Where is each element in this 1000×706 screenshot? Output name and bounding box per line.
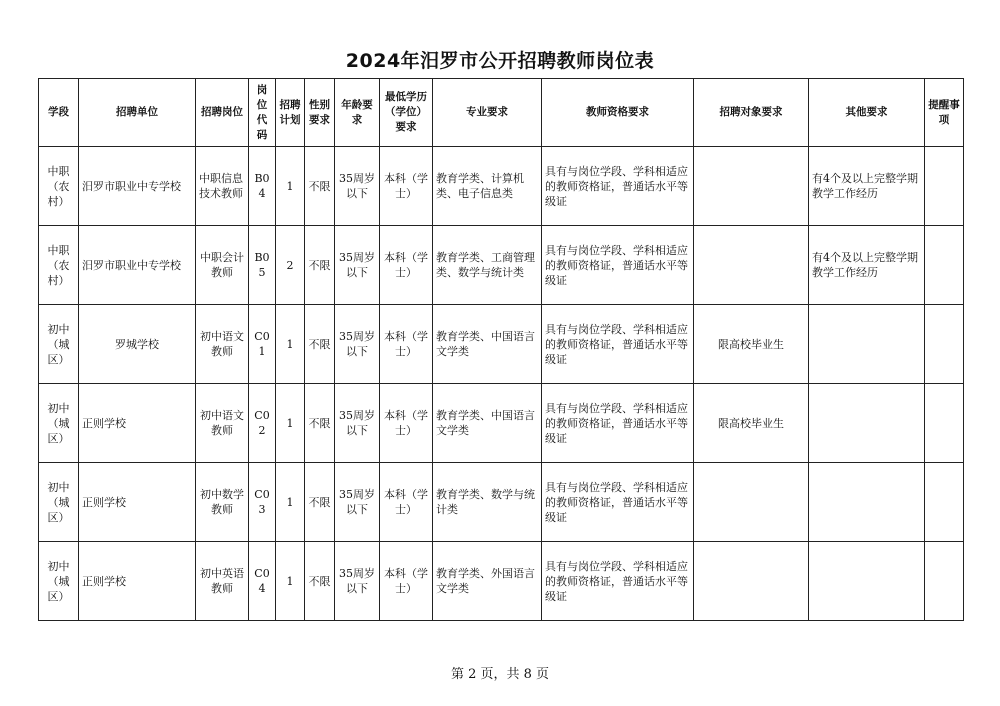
cell-gender: 不限 (305, 226, 335, 305)
cell-other (809, 463, 925, 542)
cell-age: 35周岁以下 (335, 305, 380, 384)
cell-education: 本科（学士） (380, 147, 433, 226)
cell-education: 本科（学士） (380, 226, 433, 305)
table-row (39, 147, 964, 226)
cell-plan: 1 (276, 384, 305, 463)
header-code: 岗位代码 (249, 79, 276, 147)
header-other: 其他要求 (809, 79, 925, 147)
header-unit: 招聘单位 (79, 79, 196, 147)
cell-qualification: 具有与岗位学段、学科相适应的教师资格证，普通话水平等级证 (542, 384, 694, 463)
table-row (39, 542, 964, 621)
cell-target (694, 463, 809, 542)
cell-stage: 初中（城区） (39, 463, 79, 542)
cell-age: 35周岁以下 (335, 226, 380, 305)
cell-stage: 中职（农村） (39, 226, 79, 305)
cell-other (809, 542, 925, 621)
cell-other (809, 305, 925, 384)
cell-major: 教育学类、计算机类、电子信息类 (433, 147, 542, 226)
cell-post: 初中语文教师 (196, 305, 249, 384)
cell-plan: 1 (276, 305, 305, 384)
header-education: 最低学历（学位）要求 (380, 79, 433, 147)
cell-unit: 罗城学校 (79, 305, 196, 384)
cell-code: C02 (249, 384, 276, 463)
cell-other: 有4个及以上完整学期教学工作经历 (809, 147, 925, 226)
cell-stage: 初中（城区） (39, 305, 79, 384)
cell-major: 教育学类、外国语言文学类 (433, 542, 542, 621)
header-stage: 学段 (39, 79, 79, 147)
cell-code: B04 (249, 147, 276, 226)
cell-age: 35周岁以下 (335, 463, 380, 542)
cell-target (694, 147, 809, 226)
header-major: 专业要求 (433, 79, 542, 147)
header-post: 招聘岗位 (196, 79, 249, 147)
cell-target: 限高校毕业生 (694, 384, 809, 463)
cell-target: 限高校毕业生 (694, 305, 809, 384)
table-row (39, 384, 964, 463)
cell-qualification: 具有与岗位学段、学科相适应的教师资格证，普通话水平等级证 (542, 542, 694, 621)
cell-education: 本科（学士） (380, 384, 433, 463)
table-row (39, 226, 964, 305)
cell-stage: 中职（农村） (39, 147, 79, 226)
cell-reminder (925, 463, 964, 542)
cell-gender: 不限 (305, 147, 335, 226)
page-title: 2024年汨罗市公开招聘教师岗位表 (345, 50, 655, 72)
cell-qualification: 具有与岗位学段、学科相适应的教师资格证，普通话水平等级证 (542, 226, 694, 305)
cell-code: C01 (249, 305, 276, 384)
cell-other (809, 384, 925, 463)
cell-code: B05 (249, 226, 276, 305)
cell-qualification: 具有与岗位学段、学科相适应的教师资格证，普通话水平等级证 (542, 305, 694, 384)
cell-gender: 不限 (305, 542, 335, 621)
cell-reminder (925, 542, 964, 621)
cell-unit: 汨罗市职业中专学校 (79, 226, 196, 305)
cell-unit: 汨罗市职业中专学校 (79, 147, 196, 226)
cell-post: 初中英语教师 (196, 542, 249, 621)
cell-stage: 初中（城区） (39, 384, 79, 463)
page-number: 第 2 页，共 8 页 (450, 667, 550, 682)
cell-target (694, 226, 809, 305)
cell-target (694, 542, 809, 621)
cell-other: 有4个及以上完整学期教学工作经历 (809, 226, 925, 305)
header-reminder: 提醒事项 (925, 79, 964, 147)
cell-major: 教育学类、中国语言文学类 (433, 384, 542, 463)
cell-reminder (925, 226, 964, 305)
cell-unit: 正则学校 (79, 463, 196, 542)
header-target: 招聘对象要求 (694, 79, 809, 147)
cell-code: C03 (249, 463, 276, 542)
cell-major: 教育学类、工商管理类、数学与统计类 (433, 226, 542, 305)
cell-plan: 2 (276, 226, 305, 305)
cell-plan: 1 (276, 147, 305, 226)
cell-unit: 正则学校 (79, 384, 196, 463)
cell-post: 中职会计教师 (196, 226, 249, 305)
cell-reminder (925, 384, 964, 463)
header-age: 年龄要求 (335, 79, 380, 147)
table-row (39, 463, 964, 542)
cell-gender: 不限 (305, 384, 335, 463)
cell-post: 中职信息技术教师 (196, 147, 249, 226)
cell-age: 35周岁以下 (335, 542, 380, 621)
table-header-row (39, 79, 964, 147)
cell-unit: 正则学校 (79, 542, 196, 621)
cell-education: 本科（学士） (380, 305, 433, 384)
cell-stage: 初中（城区） (39, 542, 79, 621)
cell-gender: 不限 (305, 463, 335, 542)
header-gender: 性别要求 (305, 79, 335, 147)
cell-major: 教育学类、中国语言文学类 (433, 305, 542, 384)
cell-age: 35周岁以下 (335, 147, 380, 226)
cell-education: 本科（学士） (380, 463, 433, 542)
cell-qualification: 具有与岗位学段、学科相适应的教师资格证，普通话水平等级证 (542, 463, 694, 542)
cell-post: 初中数学教师 (196, 463, 249, 542)
cell-education: 本科（学士） (380, 542, 433, 621)
header-qualification: 教师资格要求 (542, 79, 694, 147)
cell-major: 教育学类、数学与统计类 (433, 463, 542, 542)
cell-qualification: 具有与岗位学段、学科相适应的教师资格证，普通话水平等级证 (542, 147, 694, 226)
cell-plan: 1 (276, 542, 305, 621)
table-row (39, 305, 964, 384)
cell-plan: 1 (276, 463, 305, 542)
cell-code: C04 (249, 542, 276, 621)
cell-gender: 不限 (305, 305, 335, 384)
header-plan: 招聘计划 (276, 79, 305, 147)
job-positions-table (38, 78, 964, 621)
cell-reminder (925, 305, 964, 384)
cell-post: 初中语文教师 (196, 384, 249, 463)
cell-age: 35周岁以下 (335, 384, 380, 463)
cell-reminder (925, 147, 964, 226)
